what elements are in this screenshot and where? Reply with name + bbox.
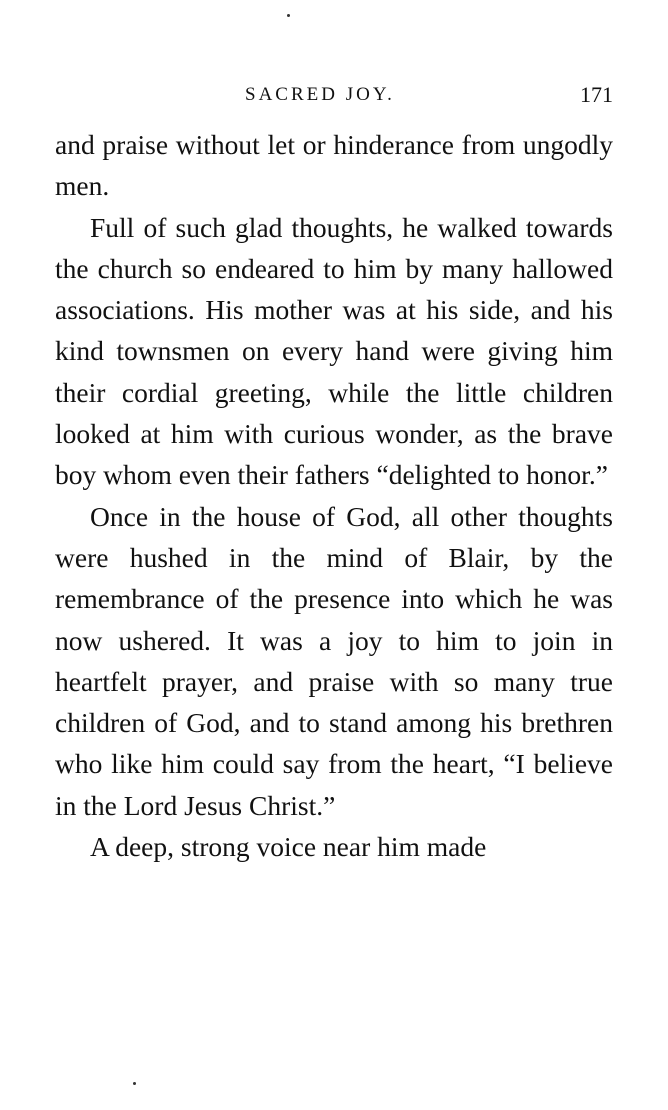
body-text (55, 124, 613, 867)
running-head: SACRED JOY. (245, 84, 395, 105)
print-speck (133, 1082, 136, 1085)
print-speck (287, 14, 290, 17)
page-number: 171 (580, 82, 613, 107)
paragraph: Full of such glad thoughts, he walked towards the church so endeared to him by many hallowed associations. His mother was at his side, and his kind townsmen on every hand were giving him their cordial greeting, while the little children looked at him with curious wonder, as the brave boy whom even their fathers “delighted to honor.” (55, 211, 613, 491)
page-header (0, 80, 668, 114)
paragraph-continuation: and praise without let or hinderance from ungodly men. (55, 129, 613, 202)
paragraph: Once in the house of God, all other thoughts were hushed in the mind of Blair, by the remembrance of the presence into which he was now ushered. It was a joy to him to join in heartfelt prayer, and praise with so many true children of God, and to stand among his brethren who like him could say from the heart, “I believe in the Lord Jesus Christ.” (55, 500, 613, 821)
paragraph: A deep, strong voice near him made (90, 831, 487, 863)
